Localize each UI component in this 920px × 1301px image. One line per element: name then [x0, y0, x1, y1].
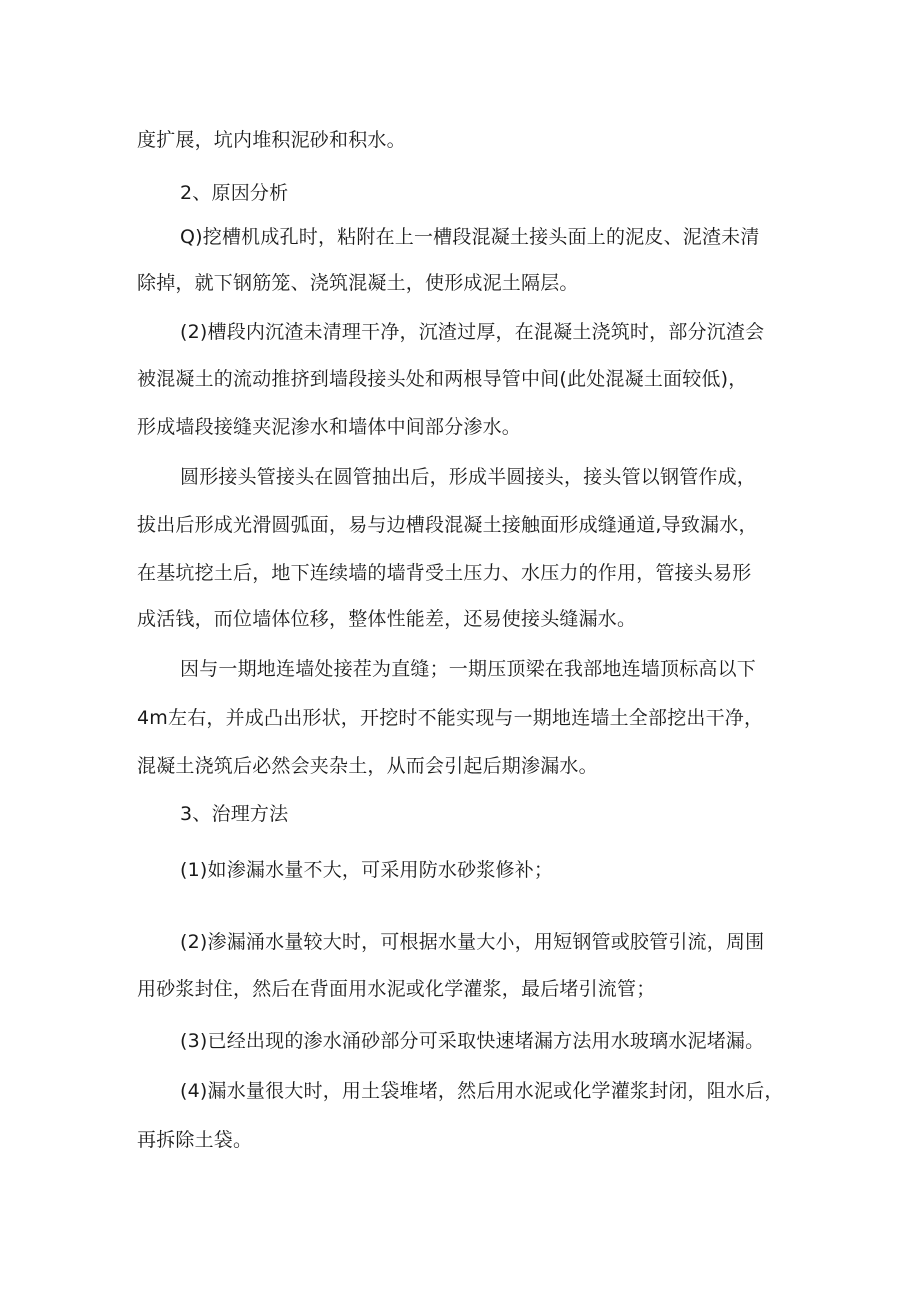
text-line: (2)槽段内沉渣未清理干净，沉渣过厚，在混凝土浇筑时，部分沉渣会	[180, 321, 765, 343]
text-line: 除掉，就下钢筋笼、浇筑混凝土，使形成泥土隔层。	[137, 272, 579, 294]
text-line: 拔出后形成光滑圆弧面，易与边槽段混凝土接触面形成缝通道,导致漏水，	[137, 514, 758, 536]
text-line: (4)漏水量很大时，用土袋堆堵，然后用水泥或化学灌浆封闭，阻水后，	[180, 1080, 784, 1102]
text-line: Q)挖槽机成孔时，粘附在上一槽段混凝土接头面上的泥皮、泥渣未清	[180, 226, 760, 248]
text-line: 形成墙段接缝夹泥渗水和墙体中间部分渗水。	[137, 416, 522, 438]
text-line: 用砂浆封住，然后在背面用水泥或化学灌浆，最后堵引流管；	[137, 978, 656, 1000]
text-line: (1)如渗漏水量不大，可采用防水砂浆修补；	[180, 859, 554, 881]
text-line: 度扩展，坑内堆积泥砂和积水。	[137, 129, 406, 151]
text-line: 4m左右，并成凸出形状，开挖时不能实现与一期地连墙土全部挖出干净，	[137, 707, 764, 729]
text-line: (2)渗漏涌水量较大时，可根据水量大小，用短钢管或胶管引流，周围	[180, 931, 765, 953]
text-line: 因与一期地连墙处接茬为直缝；一期压顶梁在我部地连墙顶标高以下	[180, 658, 757, 680]
text-line: 成活钱，而位墙体位移，整体性能差，还易使接头缝漏水。	[137, 608, 637, 630]
text-line: 在基坑挖土后，地下连续墙的墙背受土压力、水压力的作用，管接头易形	[137, 562, 752, 584]
text-line: (3)已经出现的渗水涌砂部分可采取快速堵漏方法用水玻璃水泥堵漏。	[180, 1030, 765, 1052]
section-heading: 3、治理方法	[180, 803, 289, 825]
text-line: 混凝土浇筑后必然会夹杂土，从而会引起后期渗漏水。	[137, 755, 598, 777]
section-heading: 2、原因分析	[180, 182, 289, 204]
text-line: 再拆除土袋。	[137, 1129, 253, 1151]
text-line: 被混凝土的流动推挤到墙段接头处和两根导管中间(此处混凝土面较低)，	[137, 368, 748, 390]
text-line: 圆形接头管接头在圆管抽出后，形成半圆接头，接头管以钢管作成，	[180, 466, 757, 488]
